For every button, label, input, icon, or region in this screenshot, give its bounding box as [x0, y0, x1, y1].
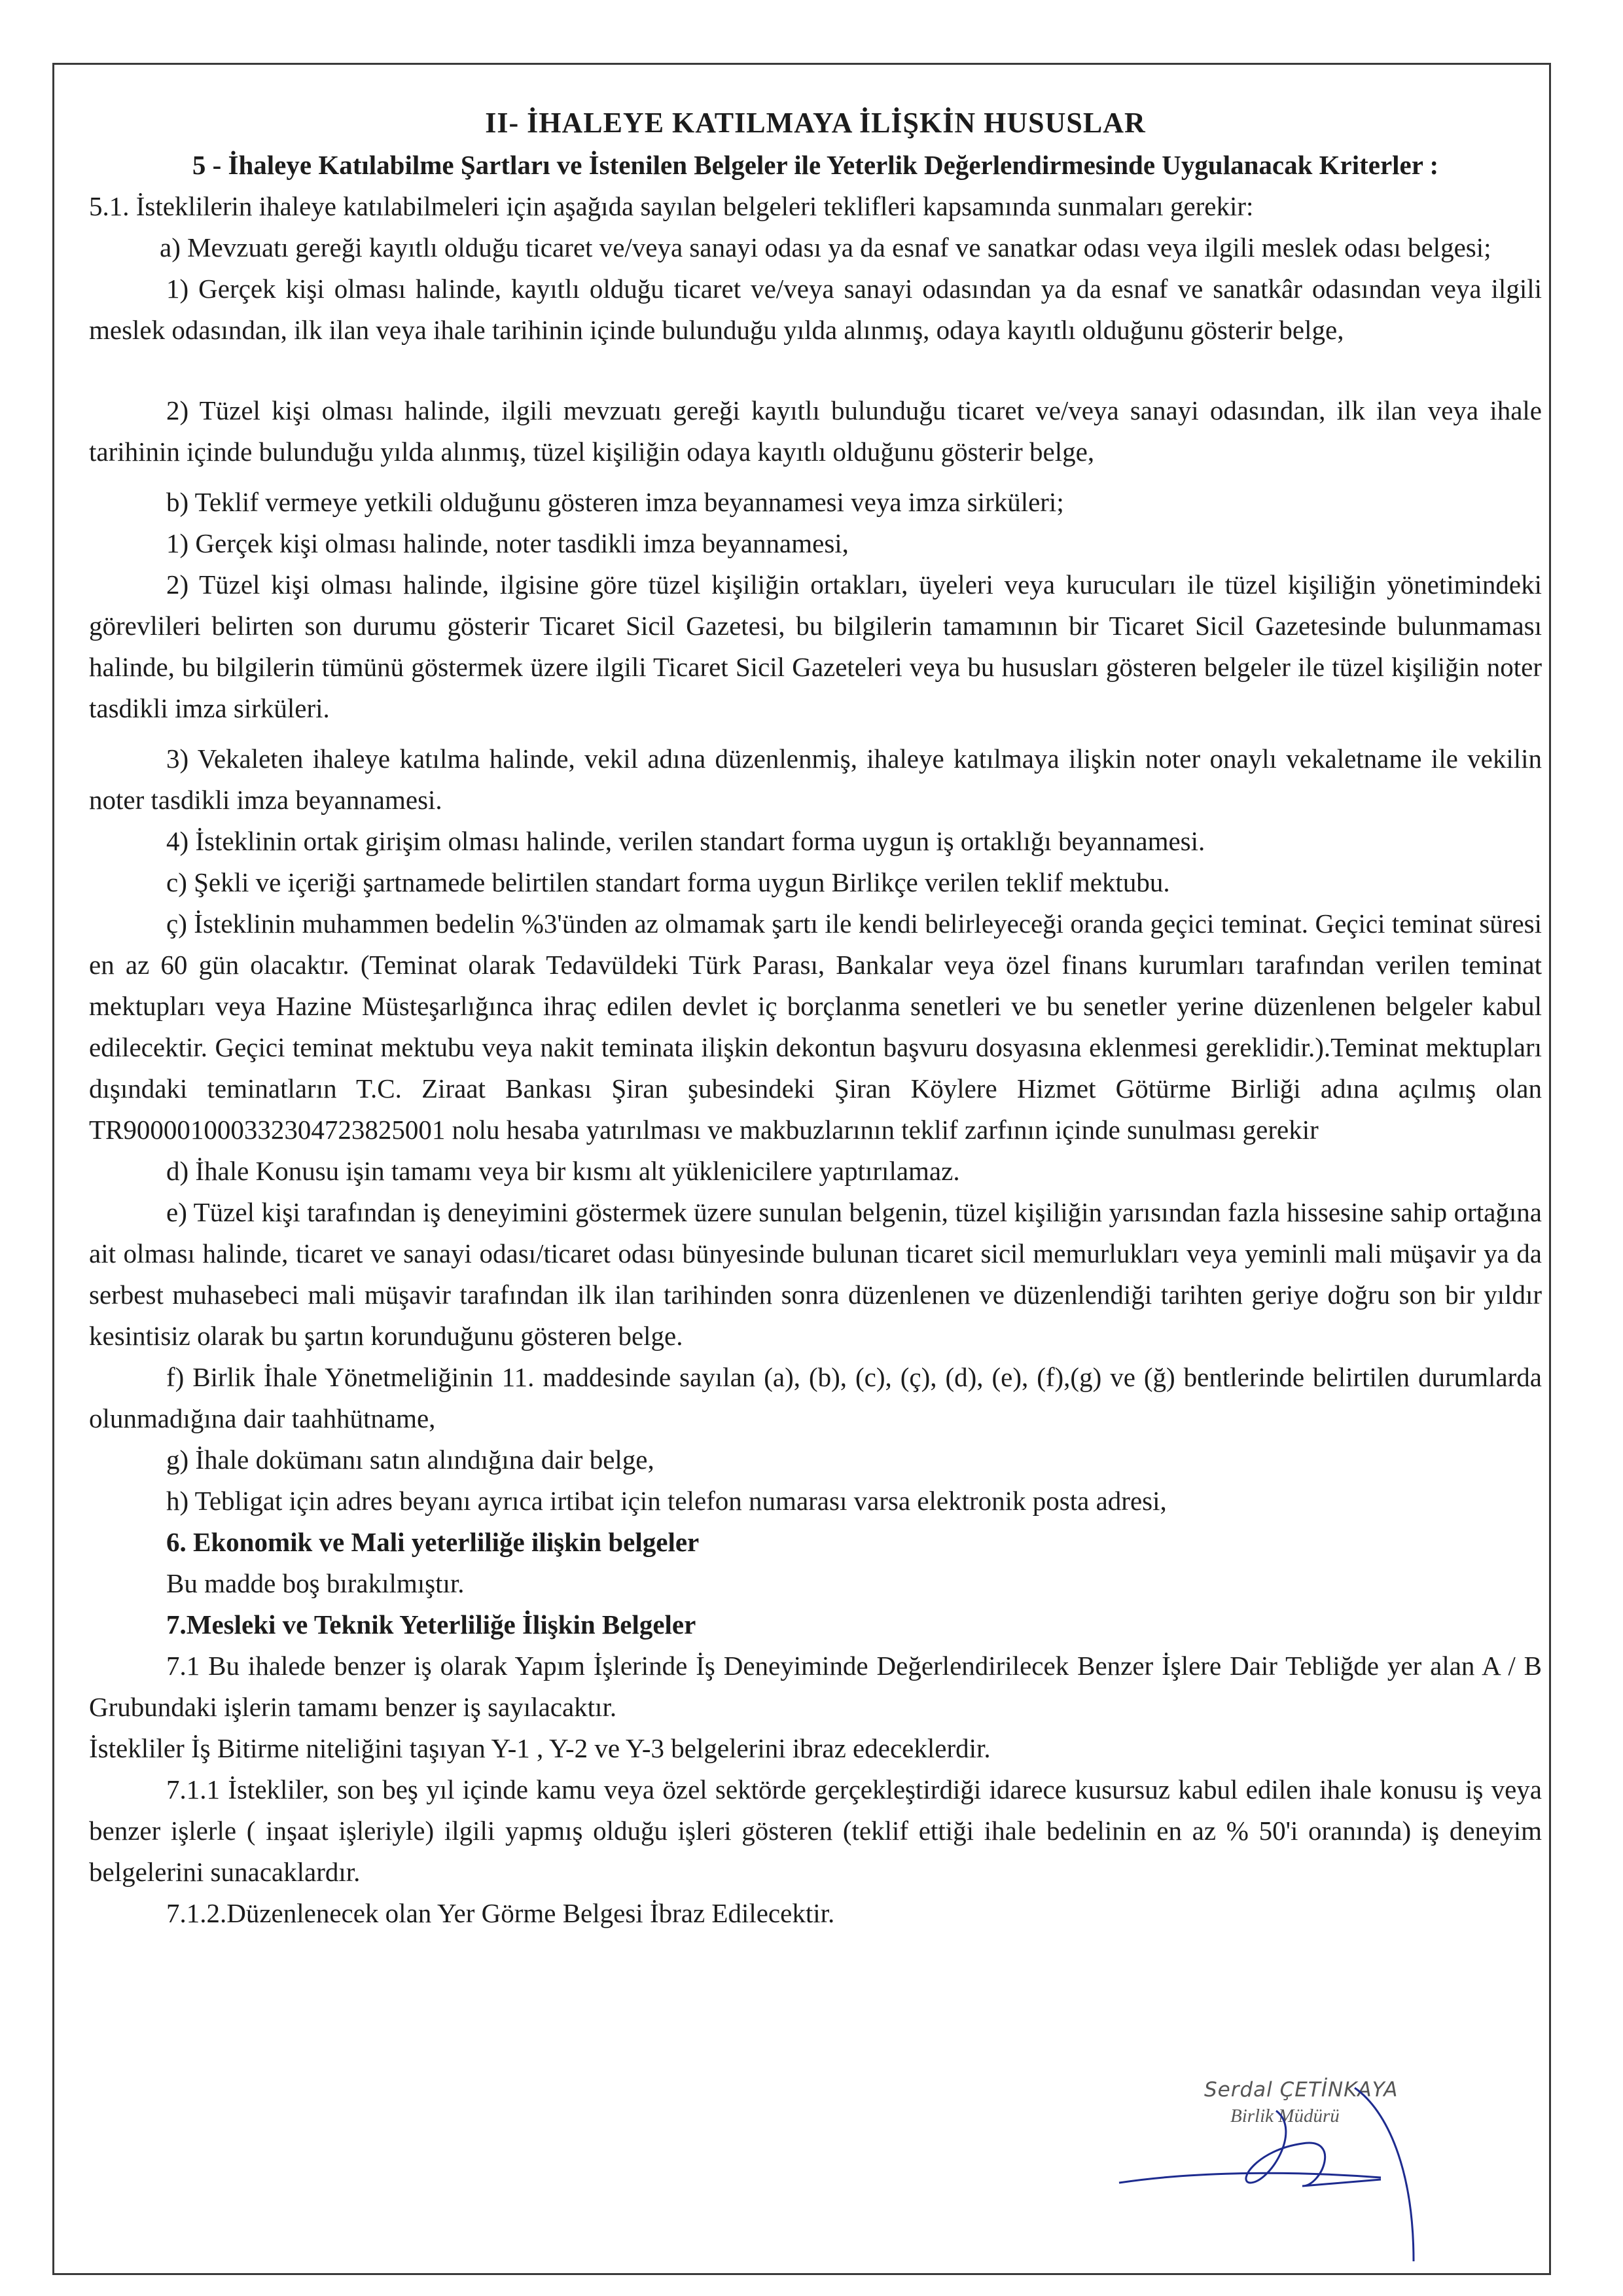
clause-7-1-note: İstekliler İş Bitirme niteliğini taşıyan Y-1 , Y-2 ve Y-3 belgelerini ibraz edeceklerdir. [89, 1733, 991, 1763]
clause-7-1-1: 7.1.1 İstekliler, son beş yıl içinde kamu veya özel sektörde gerçekleştirdiği idarece kusursuz kabul edilen ihale konusu iş veya benzer işlerle ( inşaat işleriyle) ilgili yapmış olduğu işleri gösteren (teklif ettiği ihale bedelinin en az % 50'i oranında) iş deneyim belgelerini sunacaklardır. [89, 1774, 1542, 1887]
signatory-name: Serdal ÇETİNKAYA [1204, 2078, 1399, 2102]
handwritten-signature-icon [1106, 2072, 1472, 2268]
clause-b-3: 3) Vekaleten ihaleye katılma halinde, vekil adına düzenlenmiş, ihaleye katılmaya ilişkin noter onaylı vekaletname ile vekilin noter tasdikli imza beyannamesi. [89, 744, 1542, 815]
clause-g: g) İhale dokümanı satın alındığına dair belge, [166, 1444, 654, 1475]
clause-c: c) Şekli ve içeriği şartnamede belirtilen standart forma uygun Birlikçe verilen teklif mektubu. [166, 867, 1170, 897]
clause-5-1: 5.1. İsteklilerin ihaleye katılabilmeleri için aşağıda sayılan belgeleri teklifleri kapsamında sunmaları gerekir: [89, 191, 1254, 221]
section-7-heading: 7.Mesleki ve Teknik Yeterliliğe İlişkin Belgeler [166, 1609, 696, 1640]
section-6-heading: 6. Ekonomik ve Mali yeterliliğe ilişkin belgeler [166, 1527, 700, 1557]
clause-7-1-2: 7.1.2.Düzenlenecek olan Yer Görme Belgesi İbraz Edilecektir. [166, 1898, 835, 1928]
clause-d: d) İhale Konusu işin tamamı veya bir kısmı alt yüklenicilere yaptırılamaz. [166, 1156, 960, 1186]
document-subtitle: 5 - İhaleye Katılabilme Şartları ve İstenilen Belgeler ile Yeterlik Değerlendirmesinde Uygulanacak Kriterler : [192, 150, 1439, 180]
clause-a: a) Mevzuatı gereği kayıtlı olduğu ticaret ve/veya sanayi odası ya da esnaf ve sanatkar odası veya ilgili meslek odası belgesi; [160, 232, 1491, 262]
signatory-role: Birlik Müdürü [1230, 2106, 1340, 2126]
clause-7-1: 7.1 Bu ihalede benzer iş olarak Yapım İşlerinde İş Deneyiminde Değerlendirilecek Benzer İşlere Dair Tebliğde yer alan A / B Grubundaki işlerin tamamı benzer iş sayılacaktır. [89, 1651, 1542, 1722]
clause-b: b) Teklif vermeye yetkili olduğunu gösteren imza beyannamesi veya imza sirküleri; [166, 487, 1064, 517]
clause-b-2: 2) Tüzel kişi olması halinde, ilgisine göre tüzel kişiliğin ortakları, üyeleri veya kurucuları ile tüzel kişiliğin yönetimindeki görevlileri belirten son durumu gösterir Ticaret Sicil Gazetesi, bu bilgilerin tamamının bir Ticaret Sicil Gazetesinde bulunmaması halinde, bu bilgilerin tümünü göstermek üzere ilgili Ticaret Sicil Gazeteleri veya bu hususları gösteren belgeler ile tüzel kişiliğin noter tasdikli imza sirküleri. [89, 569, 1542, 723]
document-body [89, 102, 1542, 1934]
signature-block [1106, 2072, 1472, 2268]
clause-b-1: 1) Gerçek kişi olması halinde, noter tasdikli imza beyannamesi, [166, 528, 849, 558]
clause-e: e) Tüzel kişi tarafından iş deneyimini göstermek üzere sunulan belgenin, tüzel kişiliğin yarısından fazla hissesine sahip ortağına ait olması halinde, ticaret ve sanayi odası/ticaret odası bünyesinde bulunan ticaret sicil memurlukları veya yeminli mali müşavir ya da serbest muhasebeci mali müşavir tarafından ilk ilan tarihinden sonra düzenlenen ve düzenlendiği tarihten geriye doğru son bir yıldır kesintisiz olarak bu şartın korunduğunu gösteren belge. [89, 1197, 1542, 1351]
clause-c-cedilla: ç) İsteklinin muhammen bedelin %3'ünden az olmamak şartı ile kendi belirleyeceği oranda geçici teminat. Geçici teminat süresi en az 60 gün olacaktır. (Teminat olarak Tedavüldeki Türk Parası, Bankalar veya özel finans kurumları tarafından verilen teminat mektupları veya Hazine Müsteşarlığınca ihraç edilen devlet iç borçlanma senetleri ve bu senetler yerine düzenlenen belgeler kabul edilecektir. Geçici teminat mektubu veya nakit teminata ilişkin dekontun başvuru dosyasına eklenmesi gereklidir.).Teminat mektupları dışındaki teminatların T.C. Ziraat Bankası Şiran şubesindeki Şiran Köylere Hizmet Götürme Birliği adına açılmış olan TR900001000332304723825001 nolu hesaba yatırılması ve makbuzlarının teklif zarfının içinde sunulması gerekir [89, 908, 1542, 1145]
document-title: II- İHALEYE KATILMAYA İLİŞKİN HUSUSLAR [485, 107, 1146, 139]
clause-b-4: 4) İsteklinin ortak girişim olması halinde, verilen standart forma uygun iş ortaklığı beyannamesi. [166, 826, 1205, 856]
clause-h: h) Tebligat için adres beyanı ayrıca irtibat için telefon numarası varsa elektronik posta adresi, [166, 1486, 1167, 1516]
clause-f: f) Birlik İhale Yönetmeliğinin 11. maddesinde sayılan (a), (b), (c), (ç), (d), (e), (f),(g) ve (ğ) bentlerinde belirtilen durumlarda olunmadığına dair taahhütname, [89, 1362, 1542, 1433]
clause-a-2: 2) Tüzel kişi olması halinde, ilgili mevzuatı gereği kayıtlı bulunduğu ticaret ve/veya sanayi odasından, ilk ilan veya ihale tarihinin içinde bulunduğu yılda alınmış, tüzel kişiliğin odaya kayıtlı olduğunu gösterir belge, [89, 395, 1542, 467]
section-6-body: Bu madde boş bırakılmıştır. [166, 1568, 465, 1598]
clause-a-1: 1) Gerçek kişi olması halinde, kayıtlı olduğu ticaret ve/veya sanayi odasından ya da esnaf ve sanatkâr odasından veya ilgili meslek odasından, ilk ilan veya ihale tarihinin içinde bulunduğu yılda alınmış, odaya kayıtlı olduğunu gösterir belge, [89, 274, 1542, 345]
